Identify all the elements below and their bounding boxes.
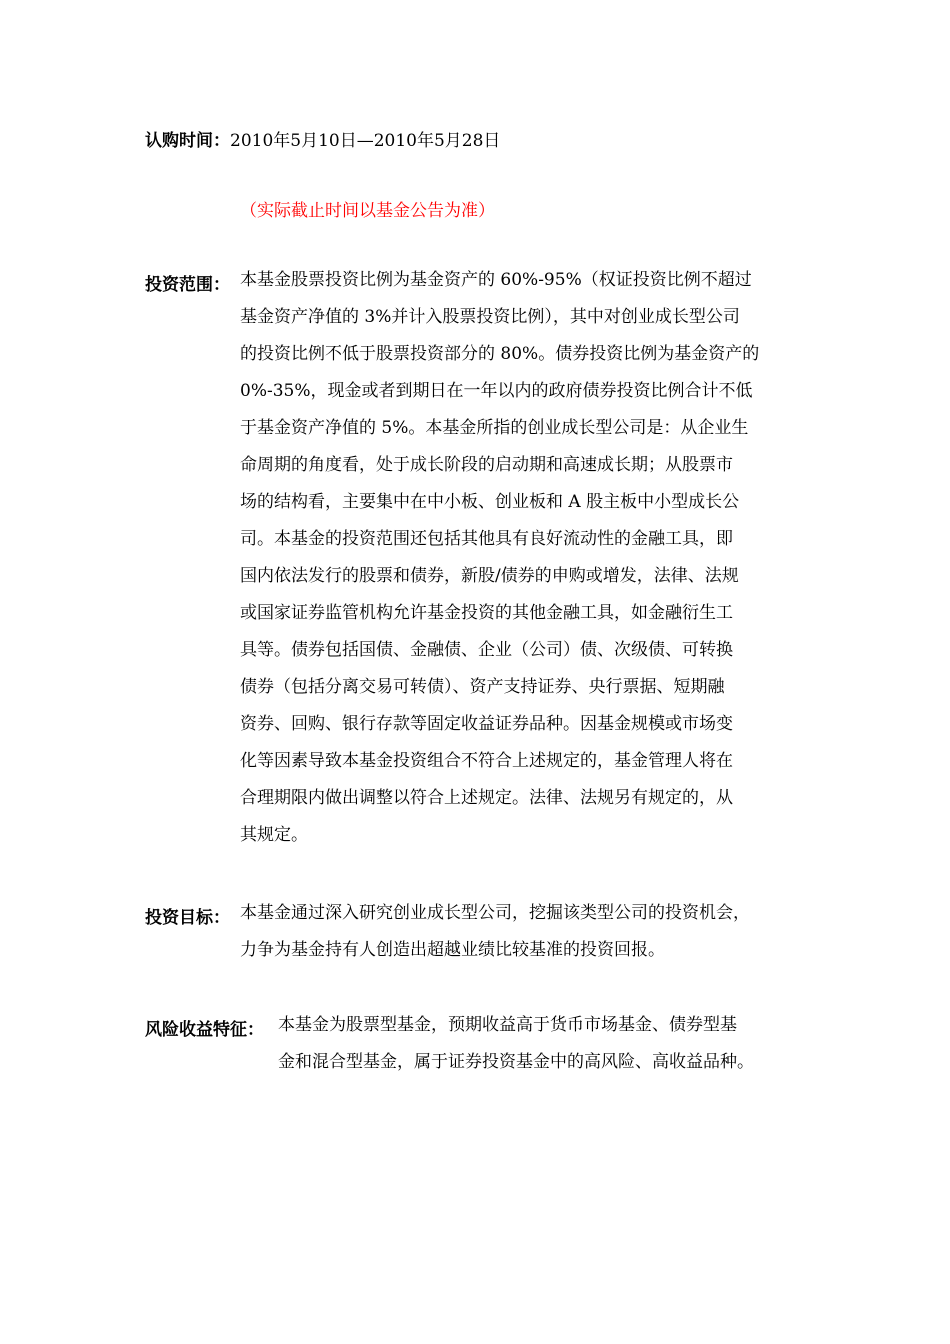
- subscription-label: 认购时间：: [145, 131, 230, 151]
- scope-line: 资券、回购、银行存款等固定收益证券品种。因基金规模或市场变: [240, 714, 733, 734]
- scope-line: 化等因素导致本基金投资组合不符合上述规定的，基金管理人将在: [240, 751, 733, 771]
- scope-label-row: [145, 270, 230, 295]
- risk-line: 金和混合型基金，属于证券投资基金中的高风险、高收益品种。: [278, 1052, 754, 1072]
- scope-line: 国内依法发行的股票和债券，新股/债券的申购或增发，法律、法规: [240, 566, 739, 586]
- scope-line: 债券（包括分离交易可转债）、资产支持证券、央行票据、短期融: [240, 677, 725, 697]
- objective-text: [240, 895, 750, 969]
- scope-line: 司。本基金的投资范围还包括其他具有良好流动性的金融工具，即: [240, 529, 733, 549]
- subscription-row: [145, 126, 500, 151]
- scope-line: 具等。债券包括国债、金融债、企业（公司）债、次级债、可转换: [240, 640, 733, 660]
- scope-line: 或国家证券监管机构允许基金投资的其他金融工具，如金融衍生工: [240, 603, 733, 623]
- scope-line: 的投资比例不低于股票投资部分的 80%。债券投资比例为基金资产的: [240, 344, 760, 364]
- risk-label-row: [145, 1015, 264, 1040]
- subscription-value: 2010年5月10日—2010年5月28日: [230, 131, 501, 151]
- scope-text: [240, 262, 759, 854]
- scope-line: 基金资产净值的 3%并计入股票投资比例），其中对创业成长型公司: [240, 307, 740, 327]
- scope-line: 本基金股票投资比例为基金资产的 60%-95%（权证投资比例不超过: [240, 270, 752, 290]
- subscription-note: （实际截止时间以基金公告为准）: [240, 201, 495, 221]
- scope-label: 投资范围：: [145, 275, 230, 295]
- risk-label: 风险收益特征：: [145, 1020, 264, 1040]
- objective-line: 本基金通过深入研究创业成长型公司，挖掘该类型公司的投资机会，: [240, 903, 750, 923]
- scope-line: 命周期的角度看，处于成长阶段的启动期和高速成长期；从股票市: [240, 455, 733, 475]
- risk-line: 本基金为股票型基金，预期收益高于货币市场基金、债券型基: [278, 1015, 737, 1035]
- scope-line: 于基金资产净值的 5%。本基金所指的创业成长型公司是：从企业生: [240, 418, 749, 438]
- scope-line: 0%-35%，现金或者到期日在一年以内的政府债券投资比例合计不低: [240, 381, 753, 401]
- objective-label: 投资目标：: [145, 908, 230, 928]
- scope-line: 合理期限内做出调整以符合上述规定。法律、法规另有规定的，从: [240, 788, 733, 808]
- objective-label-row: [145, 903, 230, 928]
- risk-text: [278, 1007, 754, 1081]
- scope-line: 其规定。: [240, 825, 308, 845]
- objective-line: 力争为基金持有人创造出超越业绩比较基准的投资回报。: [240, 940, 665, 960]
- scope-line: 场的结构看，主要集中在中小板、创业板和 A 股主板中小型成长公: [240, 492, 740, 512]
